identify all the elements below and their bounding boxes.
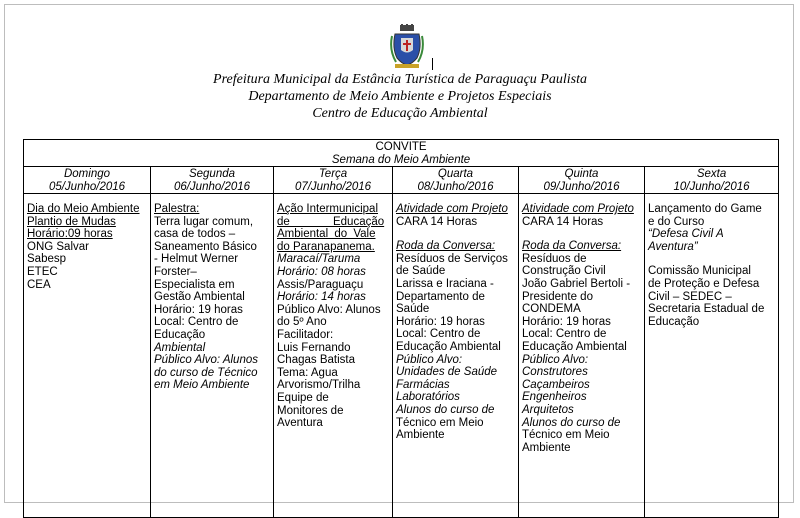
event-line: Aventura xyxy=(277,417,323,430)
event-line: - Helmut Werner xyxy=(154,253,239,266)
event-line: Secretaria Estadual de xyxy=(648,303,765,316)
event-line: Laboratórios xyxy=(396,391,460,404)
day-date: 10/Junho/2016 xyxy=(673,180,750,193)
event-line: de Saúde xyxy=(396,265,446,278)
event-line: Educação Ambiental xyxy=(522,340,627,353)
event-line: Engenheiros xyxy=(522,391,587,404)
event-line: Especialista em xyxy=(154,278,235,291)
event-line: CONDEMA xyxy=(522,303,581,316)
event-line: Técnico em Meio xyxy=(396,416,484,429)
event-line: Aventura” xyxy=(648,240,698,253)
event-line: Luis Fernando xyxy=(277,341,351,354)
spacer xyxy=(396,228,515,240)
event-line: Horário: 08 horas xyxy=(277,265,366,278)
event-line: do Paranapanema. xyxy=(277,240,375,253)
event-line: Unidades de Saúde xyxy=(396,366,498,379)
event-line: Larissa e Iraciana - xyxy=(396,277,494,290)
event-line: CARA 14 Horas xyxy=(396,215,478,228)
municipal-coat-of-arms-icon xyxy=(389,24,425,70)
event-line: Alunos do curso de xyxy=(522,416,621,429)
event-line: Tema: Agua xyxy=(277,366,338,379)
event-line: ONG Salvar xyxy=(27,240,89,253)
event-line: Forster– xyxy=(154,265,197,278)
table-title-row xyxy=(24,140,779,167)
event-line: Arvorismo/Trilha xyxy=(277,379,361,392)
spacer xyxy=(648,253,775,265)
header-prefeitura: Prefeitura Municipal da Estância Turística de Paraguaçu Paulista xyxy=(213,72,587,87)
event-line: Arquitetos xyxy=(522,403,574,416)
event-line: Ambiental xyxy=(154,341,206,354)
event-line: Público Alvo: xyxy=(522,353,589,366)
event-line: Horário: 19 horas xyxy=(522,315,611,328)
event-line: Ação Intermunicipal xyxy=(277,203,378,215)
event-line: Educação Ambiental xyxy=(396,340,501,353)
events-segunda xyxy=(151,194,274,518)
event-line: Educação xyxy=(154,328,206,341)
event-line: Terra lugar comum, xyxy=(154,215,254,228)
day-header-segunda xyxy=(151,167,274,194)
header-centro: Centro de Educação Ambiental xyxy=(312,106,488,121)
event-schedule-table xyxy=(23,139,779,518)
event-line: Farmácias xyxy=(396,378,450,391)
day-header-sexta xyxy=(645,167,779,194)
day-name: Segunda xyxy=(188,168,236,180)
events-sexta xyxy=(645,194,779,518)
event-line: Público Alvo: xyxy=(396,353,463,366)
event-line: Chagas Batista xyxy=(277,354,355,367)
day-header-domingo xyxy=(24,167,151,194)
day-name: Sexta xyxy=(696,168,727,180)
event-line: Horário:09 horas xyxy=(27,228,113,241)
event-line: Horário: 19 horas xyxy=(154,303,243,316)
day-date: 06/Junho/2016 xyxy=(173,180,251,193)
event-line: Público Alvo: Alunos xyxy=(277,303,381,316)
day-header-quinta xyxy=(519,167,645,194)
event-line: “Defesa Civil A xyxy=(648,228,724,241)
day-header-quarta xyxy=(393,167,519,194)
event-line: Facilitador: xyxy=(277,328,334,341)
event-line: e do Curso xyxy=(648,215,705,228)
events-quinta xyxy=(519,194,645,518)
day-name: Domingo xyxy=(63,168,111,180)
event-line: Civil – SEDEC – xyxy=(648,290,732,303)
event-line: Técnico em Meio xyxy=(522,429,610,442)
event-line: Alunos do curso de xyxy=(396,403,495,416)
event-line: Caçambeiros xyxy=(522,378,590,391)
event-line: Resíduos de Serviços xyxy=(396,252,508,265)
event-line: Atividade com Projeto xyxy=(396,203,508,215)
day-header-terca xyxy=(274,167,393,194)
event-line: Gestão Ambiental xyxy=(154,291,245,304)
table-subtitle: Semana do Meio Ambiente xyxy=(331,153,471,166)
event-line: casa de todos – xyxy=(154,228,236,241)
day-name: Quarta xyxy=(437,168,474,180)
event-line: Roda da Conversa: xyxy=(396,240,496,253)
event-line: Lançamento do Game xyxy=(648,203,762,215)
event-line: Saúde xyxy=(396,303,430,316)
event-line: Dia do Meio Ambiente xyxy=(27,203,140,215)
event-line: Local: Centro de xyxy=(396,328,481,341)
event-line: de Educação xyxy=(277,215,385,228)
event-line: Assis/Paraguaçu xyxy=(277,278,364,291)
event-line: Maracaí/Taruma xyxy=(277,253,361,266)
events-terca xyxy=(274,194,393,518)
event-line: João Gabriel Bertoli - xyxy=(522,277,631,290)
event-line: Presidente do xyxy=(522,290,593,303)
event-line: Local: Centro de xyxy=(522,328,607,341)
table-title-cell xyxy=(24,140,779,167)
event-line: Equipe de xyxy=(277,391,329,404)
event-line: do 5º Ano xyxy=(277,316,327,329)
days-header-row xyxy=(24,167,779,194)
event-line: Palestra: xyxy=(154,203,200,215)
event-line: Sabesp xyxy=(27,253,67,266)
event-line: Departamento de xyxy=(396,290,485,303)
event-line: de Proteção e Defesa xyxy=(648,277,760,290)
day-name: Quinta xyxy=(564,168,599,180)
event-line: Comissão Municipal xyxy=(648,265,751,278)
header-departamento: Departamento de Meio Ambiente e Projetos Especiais xyxy=(248,89,552,104)
event-line: ETEC xyxy=(27,265,58,278)
event-line: Roda da Conversa: xyxy=(522,240,622,253)
event-line: CARA 14 Horas xyxy=(522,215,604,228)
day-date: 07/Junho/2016 xyxy=(294,180,372,193)
event-line: Ambiental do Vale xyxy=(277,228,376,241)
event-line: Horário: 19 horas xyxy=(396,315,485,328)
table-title: CONVITE xyxy=(375,141,427,153)
spacer xyxy=(522,228,641,240)
event-line: Local: Centro de xyxy=(154,316,239,329)
event-line: Construção Civil xyxy=(522,265,606,278)
events-domingo xyxy=(24,194,151,518)
day-name: Terça xyxy=(318,168,348,180)
event-line: Público Alvo: Alunos xyxy=(154,354,258,367)
event-line: Construtores xyxy=(522,366,588,379)
event-line: Saneamento Básico xyxy=(154,240,257,253)
event-line: Ambiente xyxy=(396,429,445,442)
event-line: Atividade com Projeto xyxy=(522,203,634,215)
event-line: Resíduos de xyxy=(522,252,587,265)
event-line: Educação xyxy=(648,315,700,328)
day-date: 05/Junho/2016 xyxy=(48,180,126,193)
day-date: 08/Junho/2016 xyxy=(417,180,494,193)
day-date: 09/Junho/2016 xyxy=(543,180,620,193)
event-line: do curso de Técnico xyxy=(154,366,258,379)
event-line: Monitores de xyxy=(277,404,344,417)
event-line: Plantio de Mudas xyxy=(27,215,116,228)
event-line: Ambiente xyxy=(522,441,571,454)
event-line: CEA xyxy=(27,278,51,291)
events-row xyxy=(24,194,779,518)
events-quarta xyxy=(393,194,519,518)
event-line: em Meio Ambiente xyxy=(154,379,250,392)
event-line: Horário: 14 horas xyxy=(277,291,366,304)
text-cursor xyxy=(432,58,433,70)
